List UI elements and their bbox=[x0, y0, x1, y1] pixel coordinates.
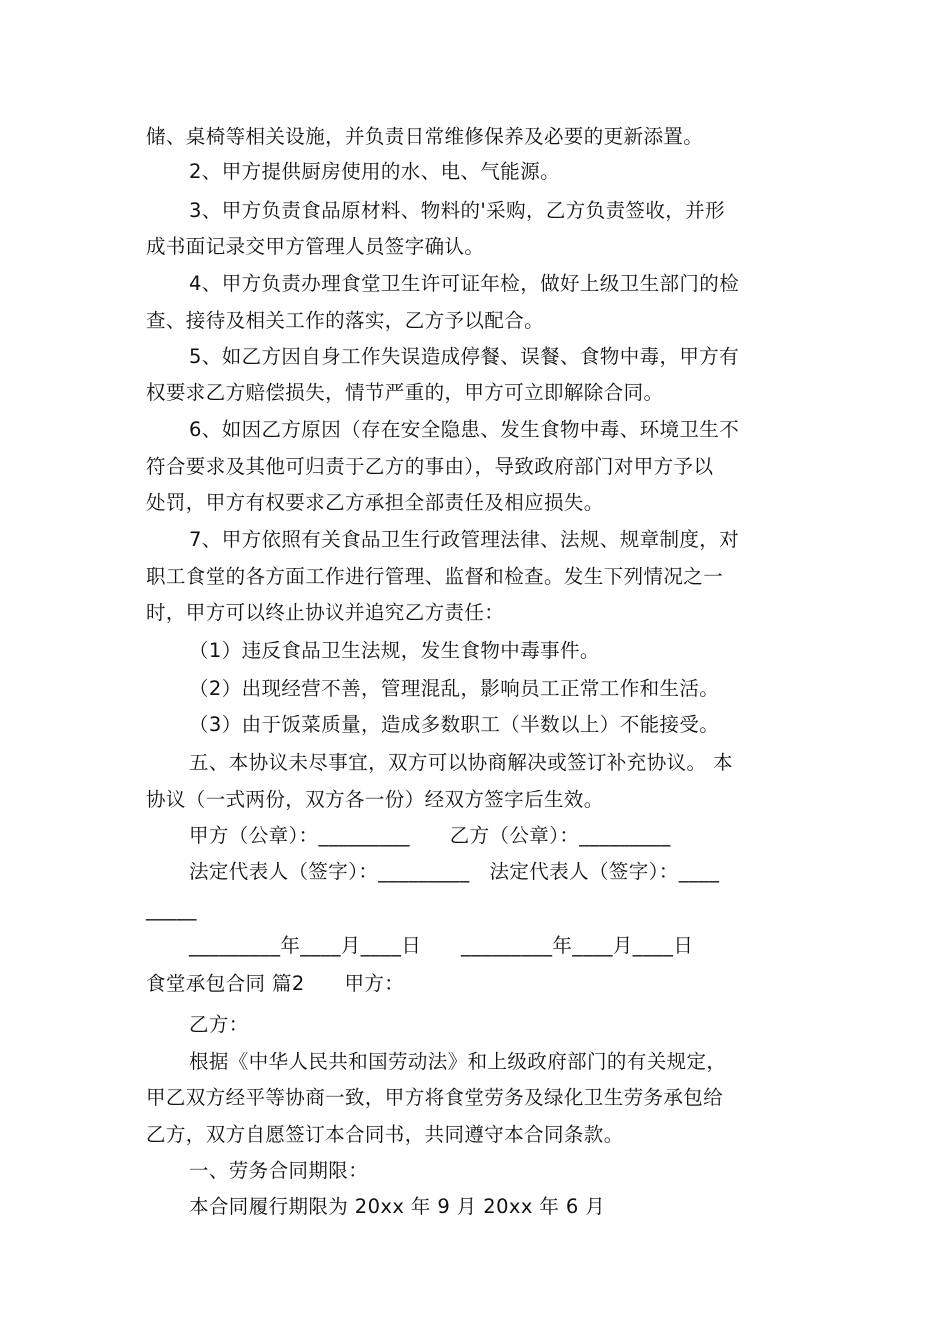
text-line: 查、接待及相关工作的落实，乙方予以配合。 bbox=[146, 309, 545, 332]
text-line: （1）违反食品卫生法规，发生食物中毒事件。 bbox=[189, 639, 600, 662]
text-line: 甲乙双方经平等协商一致，甲方将食堂劳务及绿化卫生劳务承包给 bbox=[146, 1086, 724, 1109]
text-line: 时，甲方可以终止协议并追究乙方责任： bbox=[146, 601, 505, 624]
text-line: 4、甲方负责办理食堂卫生许可证年检，做好上级卫生部门的检 bbox=[189, 272, 740, 295]
text-line: 一、劳务合同期限： bbox=[189, 1159, 369, 1182]
text-line: 乙方，双方自愿签订本合同书，共同遵守本合同条款。 bbox=[146, 1123, 624, 1146]
signature-line-representatives: 法定代表人（签字）：_________ 法定代表人（签字）：____ bbox=[189, 860, 720, 883]
text-line: 5、如乙方因自身工作失误造成停餐、误餐、食物中毒，甲方有 bbox=[189, 345, 740, 368]
text-line: 2、甲方提供厨房使用的水、电、气能源。 bbox=[189, 160, 561, 183]
text-line: 符合要求及其他可归责于乙方的事由），导致政府部门对甲方予以 bbox=[146, 455, 714, 478]
text-line: 乙方： bbox=[189, 1013, 249, 1036]
text-line: 3、甲方负责食品原材料、物料的'采购，乙方负责签收，并形 bbox=[189, 199, 725, 222]
text-line: 本合同履行期限为 20xx 年 9 月 20xx 年 6 月 bbox=[189, 1195, 606, 1218]
signature-line-continuation: _____ bbox=[146, 898, 197, 921]
text-line: 协议（一式两份，双方各一份）经双方签字后生效。 bbox=[146, 788, 604, 811]
text-line: （3）由于饭菜质量，造成多数职工（半数以上）不能接受。 bbox=[189, 713, 720, 736]
signature-line-seals: 甲方（公章）：_________ 乙方（公章）：_________ bbox=[189, 824, 671, 847]
text-line: 五、本协议未尽事宜，双方可以协商解决或签订补充协议。 本 bbox=[189, 751, 733, 774]
text-line: 6、如因乙方原因（存在安全隐患、发生食物中毒、环境卫生不 bbox=[189, 418, 740, 441]
text-line: 权要求乙方赔偿损失，情节严重的，甲方可立即解除合同。 bbox=[146, 381, 664, 404]
text-line: 职工食堂的各方面工作进行管理、监督和检查。发生下列情况之一 bbox=[146, 565, 724, 588]
date-line: _________年____月____日 _________年____月____日 bbox=[189, 934, 694, 957]
text-line: 处罚，甲方有权要求乙方承担全部责任及相应损失。 bbox=[146, 491, 604, 514]
text-line: 储、桌椅等相关设施，并负责日常维修保养及必要的更新添置。 bbox=[146, 125, 704, 148]
section-heading: 食堂承包合同 篇2 甲方： bbox=[146, 972, 405, 995]
text-line: 成书面记录交甲方管理人员签字确认。 bbox=[146, 235, 485, 258]
text-line: （2）出现经营不善，管理混乱，影响员工正常工作和生活。 bbox=[189, 677, 720, 700]
text-line: 7、甲方依照有关食品卫生行政管理法律、法规、规章制度，对 bbox=[189, 528, 740, 551]
text-line: 根据《中华人民共和国劳动法》和上级政府部门的有关规定， bbox=[189, 1050, 727, 1073]
